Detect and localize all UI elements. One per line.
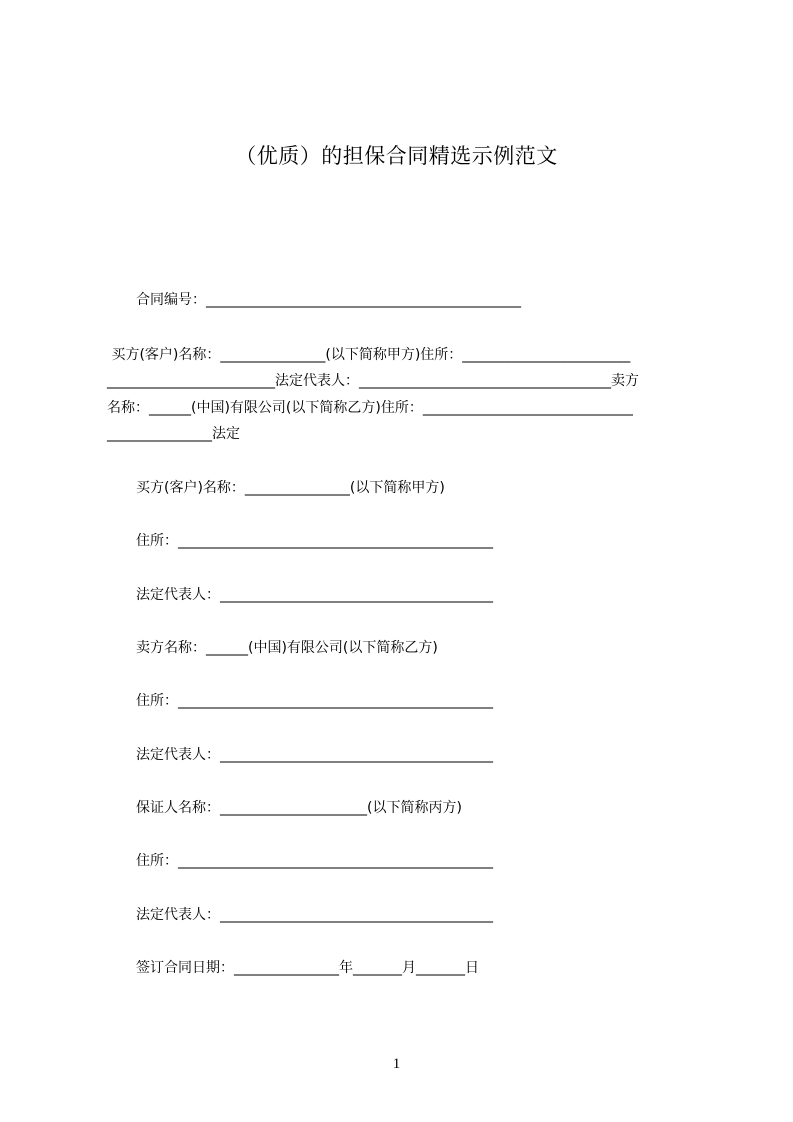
preamble-line-3: 名称：______(中国)有限公司(以下简称乙方)住所：______________________________: [107, 400, 633, 416]
preamble-line-1: 买方(客户)名称：_______________(以下简称甲方)住所：________________________: [107, 347, 631, 363]
sign-date-line: 签订合同日期：_______________年_______月_______日: [136, 960, 479, 976]
guarantor-representative-line: 法定代表人：_______________________________________: [136, 907, 493, 923]
guarantor-name-line: 保证人名称：_____________________(以下简称丙方): [136, 800, 462, 816]
page-number: 1: [392, 1056, 401, 1072]
seller-address-line: 住所：_____________________________________________: [136, 693, 493, 709]
contract-number-line: 合同编号：_____________________________________________: [136, 292, 521, 308]
buyer-representative-line: 法定代表人：_______________________________________: [136, 587, 493, 603]
preamble-line-2: ________________________法定代表人：____________________________________卖方: [107, 373, 639, 389]
document-title: （优质）的担保合同精选示例范文: [235, 144, 558, 168]
buyer-address-line: 住所：_____________________________________________: [136, 533, 493, 549]
buyer-name-line: 买方(客户)名称：_______________(以下简称甲方): [136, 480, 445, 496]
seller-representative-line: 法定代表人：_______________________________________: [136, 747, 493, 763]
preamble-line-4: _______________法定: [107, 426, 240, 442]
seller-name-line: 卖方名称：______(中国)有限公司(以下简称乙方): [136, 640, 438, 656]
guarantor-address-line: 住所：_____________________________________________: [136, 853, 493, 869]
